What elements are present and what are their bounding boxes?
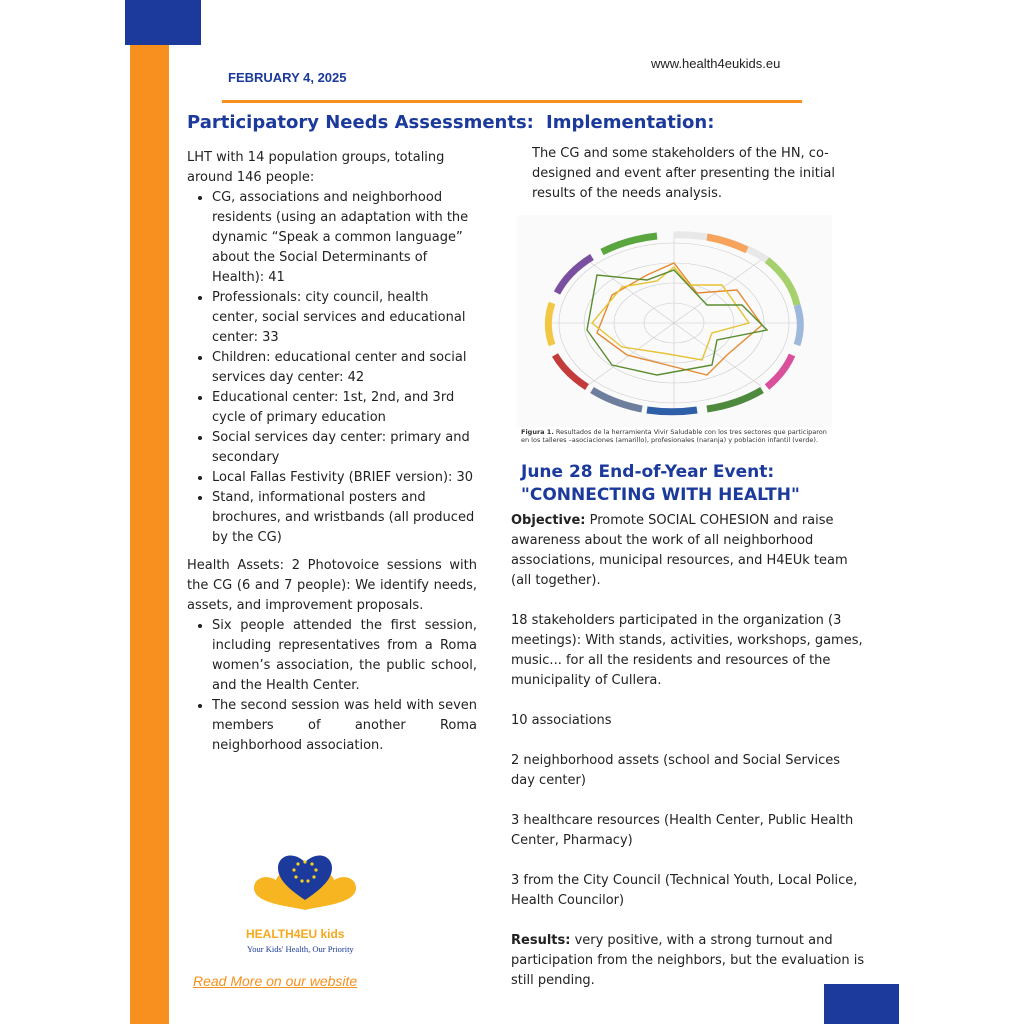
list-item: • Six people attended the first session, including representatives from a Roma women’s association, the public school, and the Health Center.: [212, 616, 477, 696]
figure-caption: Figura 1. Resultados de la herramienta Vivir Saludable con los tres sectores que participaron en los talleres –asociaciones (amarillo), profesionales (naranja) y población infantil (verde).: [521, 428, 827, 444]
website-url[interactable]: www.health4eukids.eu: [651, 56, 781, 71]
list-item: • CG, associations and neighborhood residents (using an adaptation with the dynamic “Speak a common language” about the Social Determinants of Health): 41: [212, 188, 477, 288]
needs-assessment-heading: Participatory Needs Assessments:: [187, 112, 534, 133]
needs-intro: LHT with 14 population groups, totaling around 146 people:: [187, 150, 445, 185]
brand-name: HEALTH4EU kids: [246, 927, 345, 941]
implementation-text: The CG and some stakeholders of the HN, co-designed and event after presenting the initial results of the needs analysis.: [532, 146, 836, 201]
population-groups-list: [187, 188, 477, 548]
event-heading: [521, 461, 841, 507]
implementation-heading: Implementation:: [546, 112, 715, 133]
photovoice-sessions-list: [187, 616, 477, 756]
left-accent-bar: [130, 0, 169, 1024]
list-item: • The second session was held with seven members of another Roma neighborhood association.: [212, 696, 477, 756]
event-details-section: [511, 511, 866, 1011]
event-heading-line2: "CONNECTING WITH HEALTH": [521, 485, 800, 505]
top-navy-block: [125, 0, 201, 45]
list-item: • Local Fallas Festivity (BRIEF version): 30: [212, 468, 477, 488]
event-stakeholders: 18 stakeholders participated in the organization (3 meetings): With stands, activities, workshops, games, music... for all the residents and resources of the municipality of Cullera.: [511, 613, 863, 688]
read-more-link[interactable]: Read More on our website: [193, 973, 358, 989]
brand-tagline: Your Kids' Health, Our Priority: [247, 944, 354, 954]
radar-chart-figure: [517, 215, 832, 427]
list-item: • Educational center: 1st, 2nd, and 3rd cycle of primary education: [212, 388, 477, 428]
header-divider: [222, 100, 802, 103]
needs-assessment-section: [187, 148, 477, 756]
event-associations: 10 associations: [511, 713, 612, 728]
list-item: • Professionals: city council, health center, social services and educational center: 33: [212, 288, 477, 348]
event-city-council: 3 from the City Council (Technical Youth, Local Police, Health Councilor): [511, 873, 858, 908]
event-results: Results: very positive, with a strong turnout and participation from the neighbors, but the evaluation is still pending.: [511, 933, 865, 988]
newsletter-date: FEBRUARY 4, 2025: [228, 70, 347, 85]
health-assets-intro: Health Assets: 2 Photovoice sessions with the CG (6 and 7 people): We identify needs, assets, and improvement proposals.: [187, 558, 477, 613]
list-item: • Stand, informational posters and brochures, and wristbands (all produced by the CG): [212, 488, 477, 548]
event-heading-line1: June 28 End-of-Year Event:: [521, 462, 775, 482]
event-healthcare-resources: 3 healthcare resources (Health Center, Public Health Center, Pharmacy): [511, 813, 854, 848]
list-item: • Social services day center: primary and secondary: [212, 428, 477, 468]
event-neighborhood-assets: 2 neighborhood assets (school and Social Services day center): [511, 753, 841, 788]
health4eu-kids-logo: [250, 848, 360, 918]
event-objective: Objective: Promote SOCIAL COHESION and raise awareness about the work of all neighborhood associations, municipal resources, and H4EUk team (all together).: [511, 513, 848, 588]
list-item: • Children: educational center and social services day center: 42: [212, 348, 477, 388]
